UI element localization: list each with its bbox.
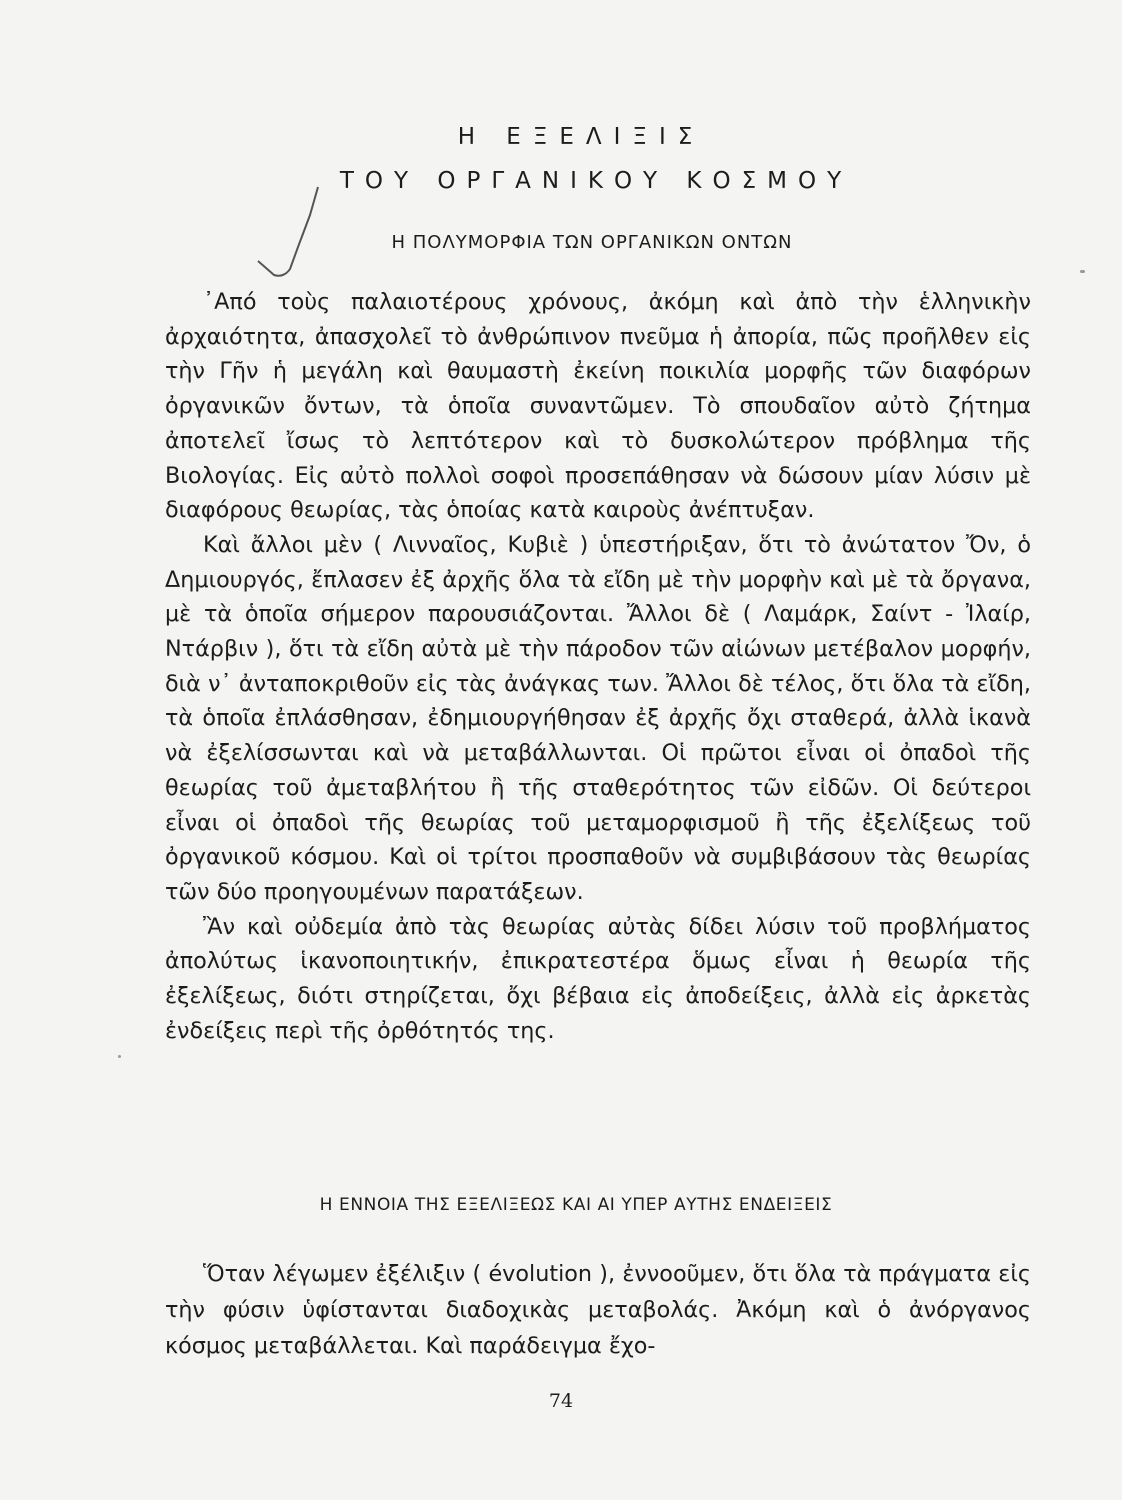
paragraph: ᾿Από τοὺς παλαιοτέρους χρόνους, ἀκόμη καὶ ἀπὸ τὴν ἑλληνικὴν ἀρχαιότητα, ἀπασχολεῖ τὸ ἀνθρώπινον πνεῦμα ἡ ἀπορία, πῶς προῆλθεν εἰς τὴν Γῆν ἡ μεγάλη καὶ θαυμαστὴ ἐκείνη ποικιλία μορφῆς τῶν διαφόρων ὀργανικῶν ὄντων, τὰ ὁποῖα συναντῶμεν. Τὸ σπουδαῖον αὐτὸ ζήτημα ἀποτελεῖ ἴσως τὸ λεπτότερον καὶ τὸ δυσκολώτερον πρόβλημα τῆς Βιολογίας. Εἰς αὐτὸ πολλοὶ σοφοὶ προσεπάθησαν νὰ δώσουν μίαν λύσιν μὲ διαφόρους θεωρίας, τὰς ὁποίας κατὰ καιροὺς ἀνέπτυξαν.	[165, 289, 1031, 524]
chapter-title-line2: ΤΟΥ ΟΡΓΑΝΙΚΟΥ ΚΟΣΜΟΥ	[339, 168, 853, 194]
section-body-diversity	[165, 285, 1031, 1048]
chapter-title-line1: Η ΕΞΕΛΙΞΙΣ	[457, 124, 705, 150]
paragraph: Καὶ ἄλλοι μὲν ( Λινναῖος, Κυβιὲ ) ὑπεστήριξαν, ὅτι τὸ ἀνώτατον Ὄν, ὁ Δημιουργός, ἔπλασεν ἐξ ἀρχῆς ὅλα τὰ εἴδη μὲ τὴν μορφὴν καὶ μὲ τὰ ὄργανα, μὲ τὰ ὁποῖα σήμερον παρουσιάζονται. Ἄλλοι δὲ ( Λαμάρκ, Σαίντ - Ἰλαίρ, Ντάρβιν ), ὅτι τὰ εἴδη αὐτὰ μὲ τὴν πάροδον τῶν αἰώνων μετέβαλον μορφήν, διὰ ν᾿ ἀνταποκριθοῦν εἰς τὰς ἀνάγκας των. Ἄλλοι δὲ τέλος, ὅτι ὅλα τὰ εἴδη, τὰ ὁποῖα ἐπλάσθησαν, ἐδημιουργήθησαν ἐξ ἀρχῆς ὄχι σταθερά, ἀλλὰ ἱκανὰ νὰ ἐξελίσσωνται καὶ νὰ μεταβάλλωνται. Οἱ πρῶτοι εἶναι οἱ ὀπαδοὶ τῆς θεωρίας τοῦ ἀμεταβλήτου ἢ τῆς σταθερότητος τῶν εἰδῶν. Οἱ δεύτεροι εἶναι οἱ ὀπαδοὶ τῆς θεωρίας τοῦ μεταμορφισμοῦ ἢ τῆς ἐξελίξεως τοῦ ὀργανικοῦ κόσμου. Καὶ οἱ τρίτοι προσπαθοῦν νὰ συμβιβάσουν τὰς θεωρίας τῶν δύο προηγουμένων παρατάξεων.	[165, 531, 1031, 905]
section-body-evolution	[165, 1256, 1031, 1364]
page-number: 74	[548, 1390, 574, 1412]
dust-speck	[1080, 270, 1085, 273]
paragraph: Ἂν καὶ οὐδεμία ἀπὸ τὰς θεωρίας αὐτὰς δίδει λύσιν τοῦ προβλήματος ἀπολύτως ἱκανοποιητικήν, ἐπικρατεστέρα ὅμως εἶναι ἡ θεωρία τῆς ἐξελίξεως, διότι στηρίζεται, ὄχι βέβαια εἰς ἀποδείξεις, ἀλλὰ εἰς ἀρκετὰς ἐνδείξεις περὶ τῆς ὀρθότητός της.	[165, 913, 1031, 1044]
section-heading-diversity: Η ΠΟΛΥΜΟΡΦΙΑ ΤΩΝ ΟΡΓΑΝΙΚΩΝ ΟΝΤΩΝ	[391, 232, 793, 253]
paragraph: Ὅταν λέγωμεν ἐξέλιξιν ( évolution ), ἐννοοῦμεν, ὅτι ὅλα τὰ πράγματα εἰς τὴν φύσιν ὑφίστανται διαδοχικὰς μεταβολάς. Ἀκόμη καὶ ὁ ἀνόργανος κόσμος μεταβάλλεται. Καὶ παράδειγμα ἔχο-	[165, 1261, 1031, 1359]
dust-speck	[118, 1055, 121, 1058]
section-heading-evolution: Η ΕΝΝΟΙΑ ΤΗΣ ΕΞΕΛΙΞΕΩΣ ΚΑΙ ΑΙ ΥΠΕΡ ΑΥΤΗΣ ΕΝΔΕΙΞΕΙΣ	[319, 1195, 833, 1215]
